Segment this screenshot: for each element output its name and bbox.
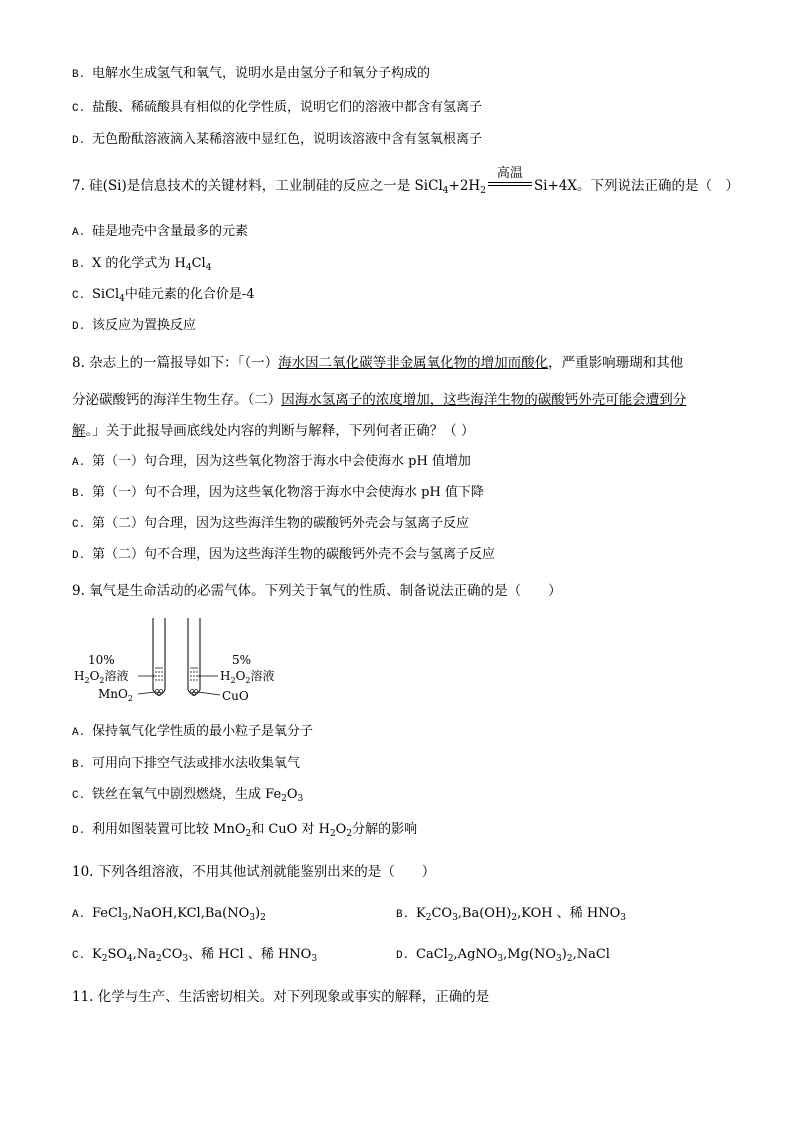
q10-option-d: D. $CaCl_2,AgNO_3,Mg(NO_3)_2,NaCl$ [396, 947, 610, 964]
left-test-tube [153, 618, 165, 696]
q8-option-a: A. 第（一）句合理，因为这些氧化物溶于海水中会使海水 pH 值增加 [72, 454, 471, 469]
right-test-tube [188, 618, 200, 696]
q10-stem: 10. 下列各组溶液，不用其他试剂就能鉴别出来的是（ ） [72, 864, 436, 880]
q6-option-d: D. 无色酚酞溶液滴入某稀溶液中显红色，说明该溶液中含有氢氧根离子 [72, 132, 483, 147]
q9-option-b: B. 可用向下排空气法或排水法收集氧气 [72, 756, 301, 771]
left-solution-label: $H_2O_2$溶液 [74, 669, 129, 685]
right-concentration: 5% [232, 653, 252, 667]
q7-option-b: B. X 的化学式为 $H_4Cl_4$ [72, 256, 212, 273]
q8-option-b: B. 第（一）句不合理，因为这些氧化物溶于海水中会使海水 pH 值下降 [72, 485, 484, 500]
q7-option-a: A. 硅是地壳中含量最多的元素 [72, 224, 249, 239]
q10-option-b: B. $K_2CO_3,Ba(OH)_2,KOH$ 、稀 $HNO_3$ [396, 906, 626, 923]
q8-stem-line-3: 解。」关于此报导画底线处内容的判断与解释，下列何者正确？（ ） [72, 423, 475, 439]
left-concentration: 10% [88, 653, 115, 667]
q8-option-c: C. 第（二）句合理，因为这些海洋生物的碳酸钙外壳会与氢离子反应 [72, 516, 470, 531]
test-tube-figure [72, 612, 292, 708]
reaction-condition: 高温 [488, 182, 532, 190]
q6-option-c: C. 盐酸、稀硫酸具有相似的化学性质，说明它们的溶液中都含有氢离子 [72, 100, 483, 115]
q8-option-d: D. 第（二）句不合理，因为这些海洋生物的碳酸钙外壳不会与氢离子反应 [72, 547, 496, 562]
q9-option-d: D. 利用如图装置可比较 MnO$_2$和 CuO 对 $H_2O_2$分解的影响 [72, 822, 418, 839]
q9-stem: 9. 氧气是生命活动的必需气体。下列关于氧气的性质、制备说法正确的是（ ） [72, 583, 562, 599]
q8-stem-line-1: 8. 杂志上的一篇报导如下：「（一）海水因二氧化碳等非金属氧化物的增加而酸化，严重影响珊瑚和其他 [72, 355, 684, 371]
q9-option-c: C. 铁丝在氧气中剧烈燃烧，生成 $Fe_2O_3$ [72, 787, 304, 804]
q10-option-c: C. $K_2SO_4,Na_2CO_3$、稀 HCl 、稀 $HNO_3$ [72, 947, 318, 964]
left-catalyst-label: MnO$_2$ [98, 687, 133, 703]
q8-stem-line-2: 分泌碳酸钙的海洋生物生存。（二）因海水氢离子的浓度增加，这些海洋生物的碳酸钙外壳可能会遭到分 [72, 392, 687, 408]
q7-option-d: D. 该反应为置换反应 [72, 318, 197, 333]
q7-option-c: C. SiCl$_4$中硅元素的化合价是-4 [72, 287, 255, 304]
right-catalyst-label: CuO [222, 689, 249, 703]
q6-option-b: B. 电解水生成氢气和氧气，说明水是由氢分子和氧分子构成的 [72, 66, 431, 81]
q7-stem: 7. 硅(Si)是信息技术的关键材料，工业制硅的反应之一是 $SiCl_4+2H_2$ 高温 Si+4X。下列说法正确的是（ ） [72, 166, 740, 196]
q10-option-a: A. $FeCl_3,NaOH,KCl,Ba(NO_3)_2$ [72, 906, 266, 923]
q9-option-a: A. 保持氧气化学性质的最小粒子是氧分子 [72, 724, 314, 739]
right-solution-label: $H_2O_2$溶液 [220, 669, 275, 685]
q11-stem: 11. 化学与生产、生活密切相关。对下列现象或事实的解释，正确的是 [72, 989, 490, 1005]
